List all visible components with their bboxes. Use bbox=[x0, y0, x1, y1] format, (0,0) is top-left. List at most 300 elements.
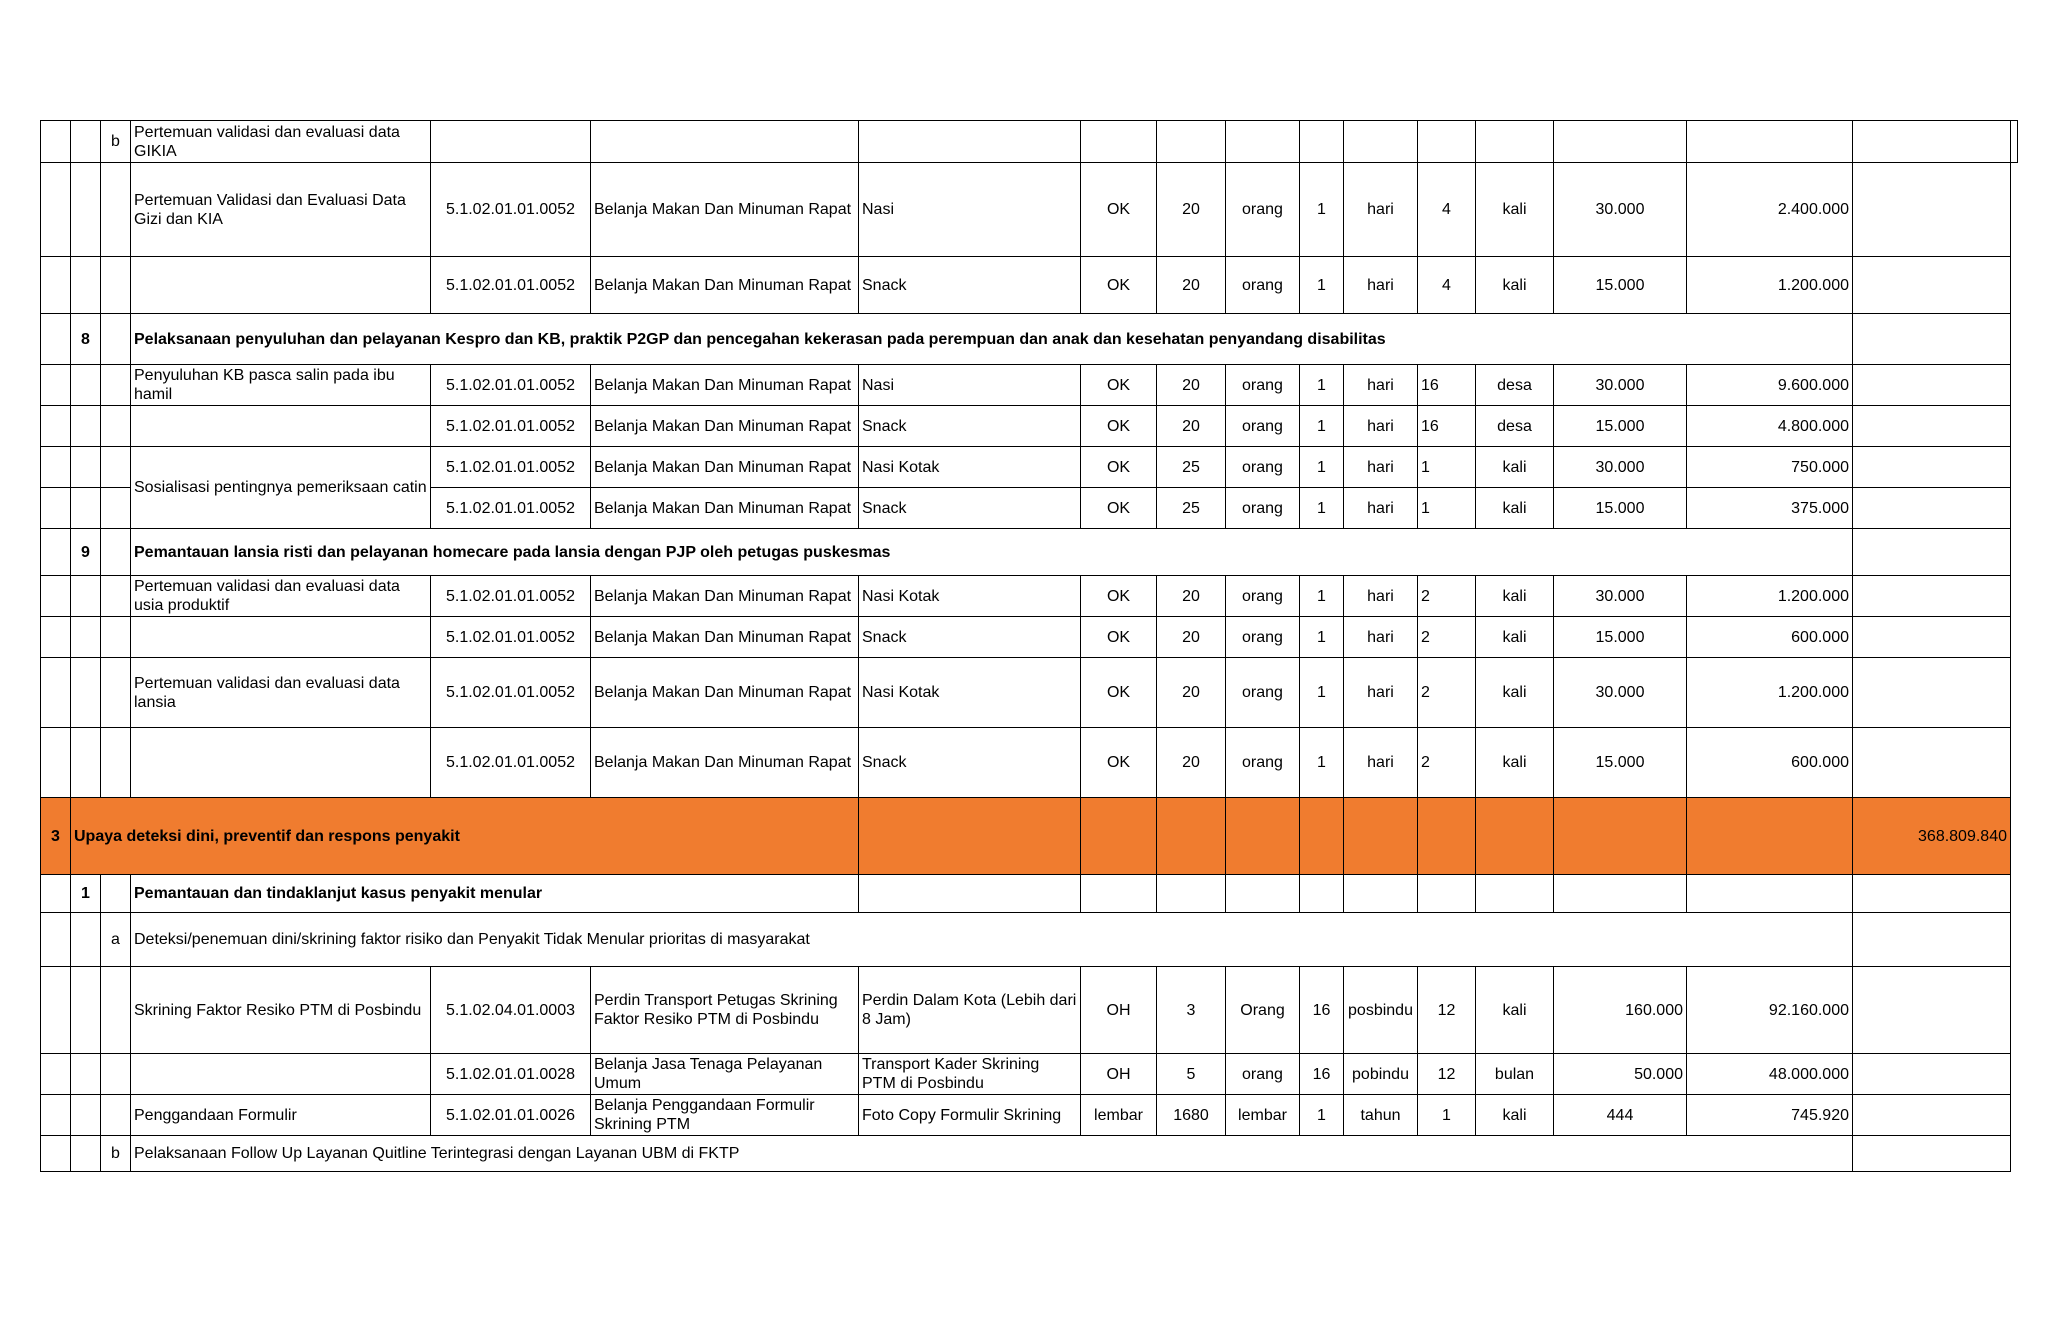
unit-3: hari bbox=[1344, 728, 1418, 798]
blank-cell bbox=[41, 406, 71, 447]
line-total: 1.200.000 bbox=[1687, 257, 1853, 314]
qty-3: 1 bbox=[1418, 488, 1476, 529]
sub-letter: b bbox=[101, 1136, 131, 1172]
qty-2: 1 bbox=[1300, 406, 1344, 447]
qty-1: 20 bbox=[1157, 406, 1226, 447]
activity-name: Pertemuan Validasi dan Evaluasi Data Gizi dan KIA bbox=[131, 163, 431, 257]
empty-cell bbox=[1853, 121, 2011, 163]
last-cell bbox=[1853, 365, 2011, 406]
account-name: Belanja Makan Dan Minuman Rapat bbox=[591, 728, 859, 798]
blank-cell bbox=[101, 406, 131, 447]
last-cell bbox=[1853, 617, 2011, 658]
activity-name: Pertemuan validasi dan evaluasi data lansia bbox=[131, 658, 431, 728]
qty-1: 5 bbox=[1157, 1054, 1226, 1095]
line-total: 375.000 bbox=[1687, 488, 1853, 529]
qty-2: 1 bbox=[1300, 257, 1344, 314]
empty-cell bbox=[1300, 875, 1344, 913]
empty-cell bbox=[1554, 875, 1687, 913]
unit-3: hari bbox=[1344, 365, 1418, 406]
empty-cell bbox=[431, 121, 591, 163]
blank-cell bbox=[101, 1054, 131, 1095]
unit-3: hari bbox=[1344, 617, 1418, 658]
item-detail: Nasi bbox=[859, 163, 1081, 257]
empty-cell bbox=[1853, 875, 2011, 913]
account-name: Belanja Makan Dan Minuman Rapat bbox=[591, 488, 859, 529]
qty-1: 20 bbox=[1157, 728, 1226, 798]
empty-cell bbox=[1476, 121, 1554, 163]
blank-cell bbox=[101, 875, 131, 913]
empty-cell bbox=[1081, 875, 1157, 913]
activity-group-row bbox=[41, 875, 2018, 913]
qty-3: 2 bbox=[1418, 617, 1476, 658]
last-cell bbox=[2011, 121, 2018, 163]
empty-cell bbox=[859, 798, 1081, 875]
program-total: 368.809.840 bbox=[1853, 798, 2011, 875]
account-name: Belanja Penggandaan Formulir Skrining PTM bbox=[591, 1095, 859, 1136]
blank-cell bbox=[71, 1136, 101, 1172]
empty-cell bbox=[1226, 875, 1300, 913]
unit-4: desa bbox=[1476, 365, 1554, 406]
empty-cell bbox=[1687, 875, 1853, 913]
unit-1: OK bbox=[1081, 257, 1157, 314]
blank-cell bbox=[101, 365, 131, 406]
qty-3: 4 bbox=[1418, 257, 1476, 314]
unit-price: 15.000 bbox=[1554, 406, 1687, 447]
unit-1: lembar bbox=[1081, 1095, 1157, 1136]
account-code: 5.1.02.01.01.0052 bbox=[431, 257, 591, 314]
unit-4: kali bbox=[1476, 967, 1554, 1054]
last-cell bbox=[1853, 163, 2011, 257]
blank-cell bbox=[71, 406, 101, 447]
activity-name bbox=[131, 1054, 431, 1095]
blank-cell bbox=[41, 257, 71, 314]
section-number: 8 bbox=[71, 314, 101, 365]
blank-cell bbox=[71, 1095, 101, 1136]
empty-cell bbox=[1687, 121, 1853, 163]
account-name: Belanja Makan Dan Minuman Rapat bbox=[591, 365, 859, 406]
unit-2: orang bbox=[1226, 576, 1300, 617]
unit-price: 160.000 bbox=[1554, 967, 1687, 1054]
empty-cell bbox=[859, 121, 1081, 163]
blank-cell bbox=[41, 576, 71, 617]
unit-2: orang bbox=[1226, 365, 1300, 406]
table-row bbox=[41, 658, 2018, 728]
line-total: 4.800.000 bbox=[1687, 406, 1853, 447]
empty-cell bbox=[1687, 798, 1853, 875]
empty-cell bbox=[1476, 875, 1554, 913]
empty-cell bbox=[1081, 798, 1157, 875]
unit-3: hari bbox=[1344, 257, 1418, 314]
unit-2: orang bbox=[1226, 163, 1300, 257]
blank-cell bbox=[41, 314, 71, 365]
qty-1: 3 bbox=[1157, 967, 1226, 1054]
last-cell bbox=[1853, 529, 2011, 576]
qty-1: 20 bbox=[1157, 163, 1226, 257]
activity-name: Penggandaan Formulir bbox=[131, 1095, 431, 1136]
unit-price: 50.000 bbox=[1554, 1054, 1687, 1095]
empty-cell bbox=[1157, 798, 1226, 875]
account-name: Belanja Makan Dan Minuman Rapat bbox=[591, 658, 859, 728]
section-title: Pemantauan lansia risti dan pelayanan homecare pada lansia dengan PJP oleh petugas puskesmas bbox=[131, 529, 1853, 576]
last-cell bbox=[1853, 1054, 2011, 1095]
last-cell bbox=[1853, 658, 2011, 728]
unit-4: kali bbox=[1476, 257, 1554, 314]
qty-3: 4 bbox=[1418, 163, 1476, 257]
blank-cell bbox=[101, 529, 131, 576]
account-code: 5.1.02.01.01.0052 bbox=[431, 576, 591, 617]
qty-2: 1 bbox=[1300, 488, 1344, 529]
unit-3: hari bbox=[1344, 488, 1418, 529]
budget-table bbox=[40, 120, 2018, 1172]
unit-1: OK bbox=[1081, 728, 1157, 798]
blank-cell bbox=[101, 1095, 131, 1136]
qty-1: 25 bbox=[1157, 488, 1226, 529]
activity-name: Skrining Faktor Resiko PTM di Posbindu bbox=[131, 967, 431, 1054]
blank-cell bbox=[41, 447, 71, 488]
empty-cell bbox=[1418, 798, 1476, 875]
unit-1: OK bbox=[1081, 365, 1157, 406]
subsection-title: Pertemuan validasi dan evaluasi data GIKIA bbox=[131, 121, 431, 163]
blank-cell bbox=[71, 1054, 101, 1095]
blank-cell bbox=[101, 257, 131, 314]
item-detail: Nasi Kotak bbox=[859, 447, 1081, 488]
blank-cell bbox=[71, 365, 101, 406]
blank-cell bbox=[41, 875, 71, 913]
qty-2: 1 bbox=[1300, 728, 1344, 798]
line-total: 600.000 bbox=[1687, 617, 1853, 658]
subsection-title: Pelaksanaan Follow Up Layanan Quitline Terintegrasi dengan Layanan UBM di FKTP bbox=[131, 1136, 1853, 1172]
qty-2: 1 bbox=[1300, 617, 1344, 658]
subsection-row bbox=[41, 121, 2018, 163]
unit-price: 30.000 bbox=[1554, 163, 1687, 257]
unit-2: orang bbox=[1226, 1054, 1300, 1095]
unit-1: OK bbox=[1081, 163, 1157, 257]
activity-name: Penyuluhan KB pasca salin pada ibu hamil bbox=[131, 365, 431, 406]
table-row bbox=[41, 447, 2018, 488]
account-code: 5.1.02.01.01.0052 bbox=[431, 658, 591, 728]
qty-1: 20 bbox=[1157, 257, 1226, 314]
unit-3: hari bbox=[1344, 163, 1418, 257]
activity-name: Sosialisasi pentingnya pemeriksaan catin bbox=[131, 447, 431, 529]
account-code: 5.1.02.01.01.0052 bbox=[431, 163, 591, 257]
last-cell bbox=[1853, 314, 2011, 365]
blank-cell bbox=[101, 447, 131, 488]
empty-cell bbox=[1554, 798, 1687, 875]
unit-3: hari bbox=[1344, 447, 1418, 488]
unit-3: hari bbox=[1344, 406, 1418, 447]
qty-1: 20 bbox=[1157, 617, 1226, 658]
account-code: 5.1.02.01.01.0052 bbox=[431, 406, 591, 447]
last-cell bbox=[1853, 447, 2011, 488]
table-row bbox=[41, 967, 2018, 1054]
item-detail: Nasi Kotak bbox=[859, 658, 1081, 728]
qty-1: 25 bbox=[1157, 447, 1226, 488]
item-detail: Transport Kader Skrining PTM di Posbindu bbox=[859, 1054, 1081, 1095]
account-code: 5.1.02.01.01.0052 bbox=[431, 447, 591, 488]
empty-cell bbox=[1344, 798, 1418, 875]
qty-2: 1 bbox=[1300, 163, 1344, 257]
last-cell bbox=[1853, 1095, 2011, 1136]
section-row bbox=[41, 314, 2018, 365]
last-cell bbox=[1853, 488, 2011, 529]
table-row bbox=[41, 365, 2018, 406]
unit-1: OK bbox=[1081, 576, 1157, 617]
qty-2: 1 bbox=[1300, 658, 1344, 728]
activity-name bbox=[131, 728, 431, 798]
line-total: 750.000 bbox=[1687, 447, 1853, 488]
unit-3: hari bbox=[1344, 576, 1418, 617]
last-cell bbox=[1853, 576, 2011, 617]
empty-cell bbox=[1476, 798, 1554, 875]
blank-cell bbox=[71, 728, 101, 798]
unit-3: posbindu bbox=[1344, 967, 1418, 1054]
unit-price: 15.000 bbox=[1554, 257, 1687, 314]
blank-cell bbox=[71, 617, 101, 658]
unit-price: 30.000 bbox=[1554, 447, 1687, 488]
table-row bbox=[41, 576, 2018, 617]
qty-3: 1 bbox=[1418, 447, 1476, 488]
qty-2: 1 bbox=[1300, 576, 1344, 617]
blank-cell bbox=[71, 488, 101, 529]
unit-2: orang bbox=[1226, 617, 1300, 658]
account-name: Belanja Makan Dan Minuman Rapat bbox=[591, 617, 859, 658]
subsection-row bbox=[41, 913, 2018, 967]
blank-cell bbox=[41, 529, 71, 576]
empty-cell bbox=[1300, 121, 1344, 163]
blank-cell bbox=[101, 314, 131, 365]
unit-price: 15.000 bbox=[1554, 728, 1687, 798]
activity-name: Pertemuan validasi dan evaluasi data usia produktif bbox=[131, 576, 431, 617]
table-row bbox=[41, 257, 2018, 314]
unit-1: OK bbox=[1081, 406, 1157, 447]
item-detail: Snack bbox=[859, 257, 1081, 314]
blank-cell bbox=[71, 658, 101, 728]
line-total: 48.000.000 bbox=[1687, 1054, 1853, 1095]
account-name: Perdin Transport Petugas Skrining Faktor Resiko PTM di Posbindu bbox=[591, 967, 859, 1054]
account-code: 5.1.02.01.01.0052 bbox=[431, 617, 591, 658]
empty-cell bbox=[1226, 121, 1300, 163]
empty-cell bbox=[591, 121, 859, 163]
empty-cell bbox=[1418, 121, 1476, 163]
account-code: 5.1.02.01.01.0052 bbox=[431, 488, 591, 529]
unit-4: kali bbox=[1476, 658, 1554, 728]
unit-2: orang bbox=[1226, 658, 1300, 728]
qty-2: 1 bbox=[1300, 365, 1344, 406]
table-row bbox=[41, 1054, 2018, 1095]
sub-letter: a bbox=[101, 913, 131, 967]
qty-2: 16 bbox=[1300, 1054, 1344, 1095]
unit-1: OH bbox=[1081, 967, 1157, 1054]
unit-2: orang bbox=[1226, 406, 1300, 447]
blank-cell bbox=[41, 658, 71, 728]
account-code: 5.1.02.04.01.0003 bbox=[431, 967, 591, 1054]
unit-3: tahun bbox=[1344, 1095, 1418, 1136]
account-name: Belanja Jasa Tenaga Pelayanan Umum bbox=[591, 1054, 859, 1095]
line-total: 1.200.000 bbox=[1687, 576, 1853, 617]
line-total: 2.400.000 bbox=[1687, 163, 1853, 257]
qty-3: 2 bbox=[1418, 658, 1476, 728]
table-row bbox=[41, 163, 2018, 257]
unit-2: orang bbox=[1226, 728, 1300, 798]
qty-3: 12 bbox=[1418, 1054, 1476, 1095]
qty-2: 16 bbox=[1300, 967, 1344, 1054]
subsection-title: Deteksi/penemuan dini/skrining faktor risiko dan Penyakit Tidak Menular prioritas di masyarakat bbox=[131, 913, 1853, 967]
blank-cell bbox=[41, 617, 71, 658]
line-total: 1.200.000 bbox=[1687, 658, 1853, 728]
blank-cell bbox=[41, 1095, 71, 1136]
blank-cell bbox=[41, 365, 71, 406]
blank-cell bbox=[71, 447, 101, 488]
sub-letter: b bbox=[101, 121, 131, 163]
blank-cell bbox=[101, 617, 131, 658]
item-detail: Foto Copy Formulir Skrining bbox=[859, 1095, 1081, 1136]
program-title: Upaya deteksi dini, preventif dan respons penyakit bbox=[71, 798, 859, 875]
blank-cell bbox=[101, 163, 131, 257]
empty-cell bbox=[859, 875, 1081, 913]
blank-cell bbox=[71, 257, 101, 314]
qty-3: 1 bbox=[1418, 1095, 1476, 1136]
blank-cell bbox=[71, 913, 101, 967]
blank-cell bbox=[71, 163, 101, 257]
blank-cell bbox=[71, 121, 101, 163]
account-name: Belanja Makan Dan Minuman Rapat bbox=[591, 576, 859, 617]
empty-cell bbox=[1300, 798, 1344, 875]
account-name: Belanja Makan Dan Minuman Rapat bbox=[591, 163, 859, 257]
unit-price: 30.000 bbox=[1554, 658, 1687, 728]
unit-price: 15.000 bbox=[1554, 617, 1687, 658]
blank-cell bbox=[41, 728, 71, 798]
item-detail: Snack bbox=[859, 728, 1081, 798]
qty-3: 2 bbox=[1418, 728, 1476, 798]
account-code: 5.1.02.01.01.0052 bbox=[431, 365, 591, 406]
qty-1: 1680 bbox=[1157, 1095, 1226, 1136]
unit-4: kali bbox=[1476, 163, 1554, 257]
group-title: Pemantauan dan tindaklanjut kasus penyakit menular bbox=[131, 875, 859, 913]
blank-cell bbox=[101, 488, 131, 529]
activity-name bbox=[131, 617, 431, 658]
qty-2: 1 bbox=[1300, 1095, 1344, 1136]
blank-cell bbox=[41, 967, 71, 1054]
unit-2: Orang bbox=[1226, 967, 1300, 1054]
unit-1: OH bbox=[1081, 1054, 1157, 1095]
unit-price: 444 bbox=[1554, 1095, 1687, 1136]
account-name: Belanja Makan Dan Minuman Rapat bbox=[591, 406, 859, 447]
unit-1: OK bbox=[1081, 447, 1157, 488]
table-row bbox=[41, 406, 2018, 447]
no-cell bbox=[41, 121, 71, 163]
unit-4: kali bbox=[1476, 617, 1554, 658]
unit-3: hari bbox=[1344, 658, 1418, 728]
blank-cell bbox=[71, 967, 101, 1054]
qty-3: 2 bbox=[1418, 576, 1476, 617]
account-code: 5.1.02.01.01.0028 bbox=[431, 1054, 591, 1095]
qty-2: 1 bbox=[1300, 447, 1344, 488]
last-cell bbox=[1853, 728, 2011, 798]
no-cell bbox=[41, 913, 71, 967]
blank-cell bbox=[71, 576, 101, 617]
program-number: 3 bbox=[41, 798, 71, 875]
program-row bbox=[41, 798, 2018, 875]
empty-cell bbox=[1226, 798, 1300, 875]
empty-cell bbox=[1554, 121, 1687, 163]
unit-4: kali bbox=[1476, 576, 1554, 617]
empty-cell bbox=[1344, 121, 1418, 163]
item-detail: Perdin Dalam Kota (Lebih dari 8 Jam) bbox=[859, 967, 1081, 1054]
qty-1: 20 bbox=[1157, 365, 1226, 406]
qty-3: 12 bbox=[1418, 967, 1476, 1054]
empty-cell bbox=[1157, 875, 1226, 913]
account-code: 5.1.02.01.01.0026 bbox=[431, 1095, 591, 1136]
unit-4: kali bbox=[1476, 488, 1554, 529]
blank-cell bbox=[101, 658, 131, 728]
unit-2: orang bbox=[1226, 257, 1300, 314]
subsection-row bbox=[41, 1136, 2018, 1172]
unit-price: 30.000 bbox=[1554, 365, 1687, 406]
unit-1: OK bbox=[1081, 658, 1157, 728]
table-row bbox=[41, 728, 2018, 798]
empty-cell bbox=[1418, 875, 1476, 913]
last-cell bbox=[1853, 406, 2011, 447]
qty-1: 20 bbox=[1157, 576, 1226, 617]
activity-name bbox=[131, 257, 431, 314]
unit-1: OK bbox=[1081, 617, 1157, 658]
unit-4: kali bbox=[1476, 447, 1554, 488]
blank-cell bbox=[41, 488, 71, 529]
item-detail: Snack bbox=[859, 488, 1081, 529]
line-total: 745.920 bbox=[1687, 1095, 1853, 1136]
item-detail: Nasi Kotak bbox=[859, 576, 1081, 617]
table-row bbox=[41, 617, 2018, 658]
line-total: 600.000 bbox=[1687, 728, 1853, 798]
last-cell bbox=[1853, 1136, 2011, 1172]
item-detail: Snack bbox=[859, 617, 1081, 658]
blank-cell bbox=[41, 1054, 71, 1095]
blank-cell bbox=[101, 967, 131, 1054]
qty-3: 16 bbox=[1418, 406, 1476, 447]
item-detail: Snack bbox=[859, 406, 1081, 447]
blank-cell bbox=[41, 163, 71, 257]
line-total: 9.600.000 bbox=[1687, 365, 1853, 406]
group-number: 1 bbox=[71, 875, 101, 913]
no-cell bbox=[41, 1136, 71, 1172]
qty-3: 16 bbox=[1418, 365, 1476, 406]
account-name: Belanja Makan Dan Minuman Rapat bbox=[591, 257, 859, 314]
line-total: 92.160.000 bbox=[1687, 967, 1853, 1054]
unit-4: kali bbox=[1476, 728, 1554, 798]
unit-price: 30.000 bbox=[1554, 576, 1687, 617]
unit-4: desa bbox=[1476, 406, 1554, 447]
item-detail: Nasi bbox=[859, 365, 1081, 406]
unit-4: kali bbox=[1476, 1095, 1554, 1136]
activity-name bbox=[131, 406, 431, 447]
unit-2: orang bbox=[1226, 488, 1300, 529]
section-title: Pelaksanaan penyuluhan dan pelayanan Kespro dan KB, praktik P2GP dan pencegahan kekerasan pada perempuan dan anak dan kesehatan penyandang disabilitas bbox=[131, 314, 1853, 365]
empty-cell bbox=[1081, 121, 1157, 163]
table-row bbox=[41, 1095, 2018, 1136]
empty-cell bbox=[1157, 121, 1226, 163]
unit-1: OK bbox=[1081, 488, 1157, 529]
unit-4: bulan bbox=[1476, 1054, 1554, 1095]
unit-2: orang bbox=[1226, 447, 1300, 488]
blank-cell bbox=[101, 728, 131, 798]
empty-cell bbox=[1344, 875, 1418, 913]
last-cell bbox=[1853, 913, 2011, 967]
account-code: 5.1.02.01.01.0052 bbox=[431, 728, 591, 798]
blank-cell bbox=[101, 576, 131, 617]
last-cell bbox=[1853, 967, 2011, 1054]
last-cell bbox=[1853, 257, 2011, 314]
account-name: Belanja Makan Dan Minuman Rapat bbox=[591, 447, 859, 488]
